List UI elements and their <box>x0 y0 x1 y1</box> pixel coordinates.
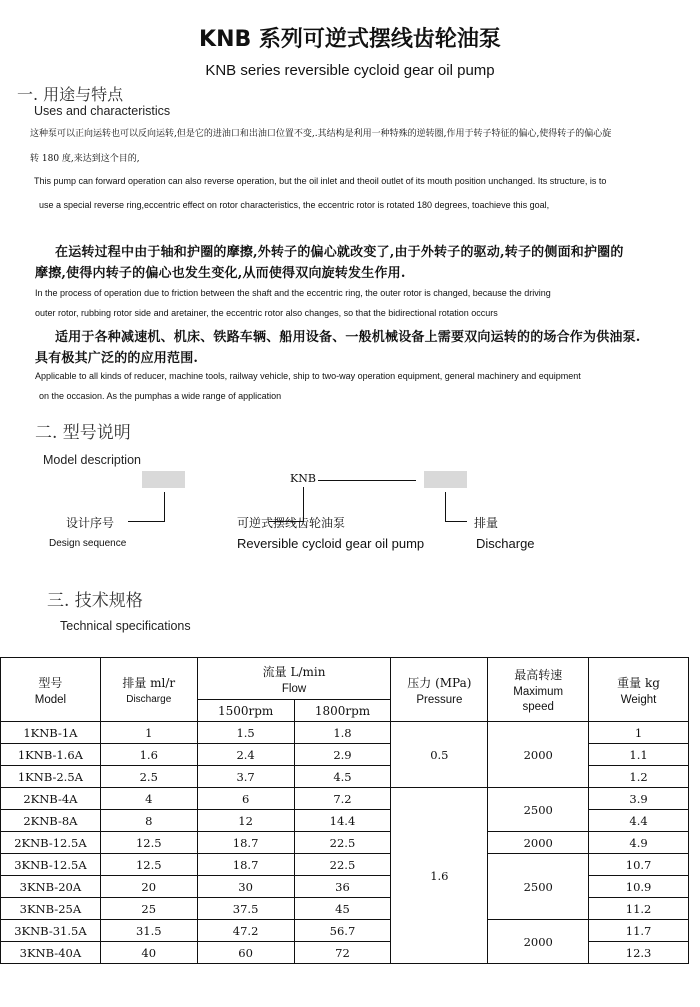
design-sequence-label-en: Design sequence <box>49 538 127 549</box>
cell-discharge: 20 <box>100 876 197 898</box>
header-flow-1500: 1500rpm <box>197 700 294 722</box>
cell-flow-1800: 22.5 <box>294 832 391 854</box>
cell-speed: 2000 <box>488 920 589 964</box>
cell-model: 3KNB-20A <box>1 876 101 898</box>
table-row <box>1 854 689 876</box>
section1-p1-cn-2: 转 180 度,来达到这个目的, <box>30 154 140 164</box>
cell-model: 2KNB-12.5A <box>1 832 101 854</box>
cell-discharge: 25 <box>100 898 197 920</box>
cell-flow-1500: 30 <box>197 876 294 898</box>
design-sequence-box <box>142 471 185 488</box>
section1-p2-en-2: outer rotor, rubbing rotor side and aretainer, the eccentric rotor also changes, so that the bidirectional rotation occurs <box>35 308 498 318</box>
cell-flow-1800: 2.9 <box>294 744 391 766</box>
cell-weight: 1 <box>589 722 689 744</box>
cell-flow-1800: 45 <box>294 898 391 920</box>
section1-p2-cn-1: 在运转过程中由于轴和护圈的摩擦,外转子的偏心就改变了,由于外转子的驱动,转子的侧面和护圈的 <box>55 245 624 260</box>
cell-weight: 1.2 <box>589 766 689 788</box>
cell-flow-1500: 1.5 <box>197 722 294 744</box>
section2-subheading: Model description <box>43 453 141 467</box>
header-pressure: 压力 (MPa) Pressure <box>391 658 488 722</box>
table-row <box>1 920 689 942</box>
cell-model: 3KNB-12.5A <box>1 854 101 876</box>
section2-heading: 二. 型号说明 <box>35 423 131 443</box>
header-flow: 流量 L/min Flow <box>197 658 391 700</box>
cell-flow-1500: 3.7 <box>197 766 294 788</box>
cell-flow-1800: 7.2 <box>294 788 391 810</box>
cell-weight: 11.7 <box>589 920 689 942</box>
section1-subheading: Uses and characteristics <box>34 104 171 118</box>
seq-hline <box>128 521 165 522</box>
table-header-row <box>1 658 689 700</box>
cell-flow-1500: 2.4 <box>197 744 294 766</box>
page-title: KNB 系列可逆式摆线齿轮油泵 <box>199 27 501 52</box>
cell-weight: 10.7 <box>589 854 689 876</box>
cell-discharge: 40 <box>100 942 197 964</box>
cell-discharge: 12.5 <box>100 854 197 876</box>
spec-table <box>0 657 689 964</box>
cell-model: 1KNB-1.6A <box>1 744 101 766</box>
cell-flow-1800: 14.4 <box>294 810 391 832</box>
cell-flow-1500: 12 <box>197 810 294 832</box>
cell-flow-1500: 47.2 <box>197 920 294 942</box>
section1-p1-en-2: use a special reverse ring,eccentric effect on rotor characteristics, the eccentric rotor is rotated 180 degrees, toachieve this goal, <box>39 200 550 210</box>
header-model: 型号 Model <box>1 658 101 722</box>
cell-discharge: 4 <box>100 788 197 810</box>
pump-label-en: Reversible cycloid gear oil pump <box>237 536 425 551</box>
cell-flow-1500: 37.5 <box>197 898 294 920</box>
cell-flow-1800: 56.7 <box>294 920 391 942</box>
header-discharge: 排量 ml/r Discharge <box>100 658 197 722</box>
cell-flow-1500: 6 <box>197 788 294 810</box>
cell-model: 3KNB-25A <box>1 898 101 920</box>
cell-flow-1800: 36 <box>294 876 391 898</box>
cell-weight: 12.3 <box>589 942 689 964</box>
cell-flow-1500: 18.7 <box>197 832 294 854</box>
cell-weight: 11.2 <box>589 898 689 920</box>
design-sequence-label-cn: 设计序号 <box>66 516 115 530</box>
cell-flow-1800: 72 <box>294 942 391 964</box>
cell-pressure: 0.5 <box>391 722 488 788</box>
table-row <box>1 832 689 854</box>
section1-p3-en-1: Applicable to all kinds of reducer, machine tools, railway vehicle, ship to two-way operation equipment, general machinery and equipment <box>35 371 581 381</box>
cell-flow-1800: 4.5 <box>294 766 391 788</box>
code-connector <box>318 480 416 481</box>
cell-model: 2KNB-4A <box>1 788 101 810</box>
cell-weight: 10.9 <box>589 876 689 898</box>
table-row <box>1 788 689 810</box>
cell-flow-1500: 18.7 <box>197 854 294 876</box>
header-flow-1800: 1800rpm <box>294 700 391 722</box>
cell-model: 3KNB-31.5A <box>1 920 101 942</box>
table-row <box>1 722 689 744</box>
disch-vline <box>445 492 446 522</box>
section1-heading: 一. 用途与特点 <box>17 85 124 104</box>
cell-speed: 2500 <box>488 854 589 920</box>
cell-weight: 4.9 <box>589 832 689 854</box>
cell-weight: 1.1 <box>589 744 689 766</box>
header-speed: 最高转速 Maximum speed <box>488 658 589 722</box>
section1-p3-cn-1: 适用于各种减速机、机床、铁路车辆、船用设备、一般机械设备上需要双向运转的的场合作为供油泵. <box>55 330 641 345</box>
section1-p3-en-2: on the occasion. As the pumphas a wide range of application <box>39 391 282 401</box>
cell-weight: 3.9 <box>589 788 689 810</box>
cell-model: 1KNB-2.5A <box>1 766 101 788</box>
header-weight: 重量 kg Weight <box>589 658 689 722</box>
disch-hline <box>445 521 467 522</box>
cell-discharge: 12.5 <box>100 832 197 854</box>
cell-flow-1500: 60 <box>197 942 294 964</box>
discharge-box <box>424 471 467 488</box>
section3-heading: 三. 技术规格 <box>47 591 143 611</box>
cell-model: 1KNB-1A <box>1 722 101 744</box>
cell-discharge: 1.6 <box>100 744 197 766</box>
section1-p1-en-1: This pump can forward operation can also reverse operation, but the oil inlet and theoil outlet of its mouth position unchanged. Its structure, is to <box>34 176 607 186</box>
cell-speed: 2000 <box>488 832 589 854</box>
cell-flow-1800: 1.8 <box>294 722 391 744</box>
discharge-label-cn: 排量 <box>474 516 499 530</box>
discharge-label-en: Discharge <box>476 536 535 551</box>
section1-p1-cn-1: 这种泵可以正向运转也可以反向运转,但是它的进油口和出油口位置不变,.其结构是利用一种特殊的逆转圈,作用于转子特征的偏心,使得转子的偏心旋 <box>30 129 612 139</box>
cell-discharge: 2.5 <box>100 766 197 788</box>
cell-flow-1800: 22.5 <box>294 854 391 876</box>
cell-discharge: 8 <box>100 810 197 832</box>
pump-label-cn: 可逆式摆线齿轮油泵 <box>237 516 346 530</box>
cell-speed: 2000 <box>488 722 589 788</box>
cell-discharge: 1 <box>100 722 197 744</box>
cell-pressure: 1.6 <box>391 788 488 964</box>
cell-speed: 2500 <box>488 788 589 832</box>
cell-discharge: 31.5 <box>100 920 197 942</box>
section1-p3-cn-2: 具有极其广泛的的应用范围. <box>35 351 199 366</box>
section1-p2-en-1: In the process of operation due to friction between the shaft and the eccentric ring, the outer rotor is changed, because the driving <box>35 288 551 298</box>
cell-weight: 4.4 <box>589 810 689 832</box>
section1-p2-cn-2: 摩擦,使得内转子的偏心也发生变化,从而使得双向旋转发生作用. <box>35 266 406 281</box>
cell-model: 3KNB-40A <box>1 942 101 964</box>
cell-model: 2KNB-8A <box>1 810 101 832</box>
seq-vline <box>164 492 165 522</box>
page-subtitle: KNB series reversible cycloid gear oil pump <box>205 62 495 79</box>
section3-subheading: Technical specifications <box>60 619 191 633</box>
model-code: KNB <box>290 472 316 485</box>
